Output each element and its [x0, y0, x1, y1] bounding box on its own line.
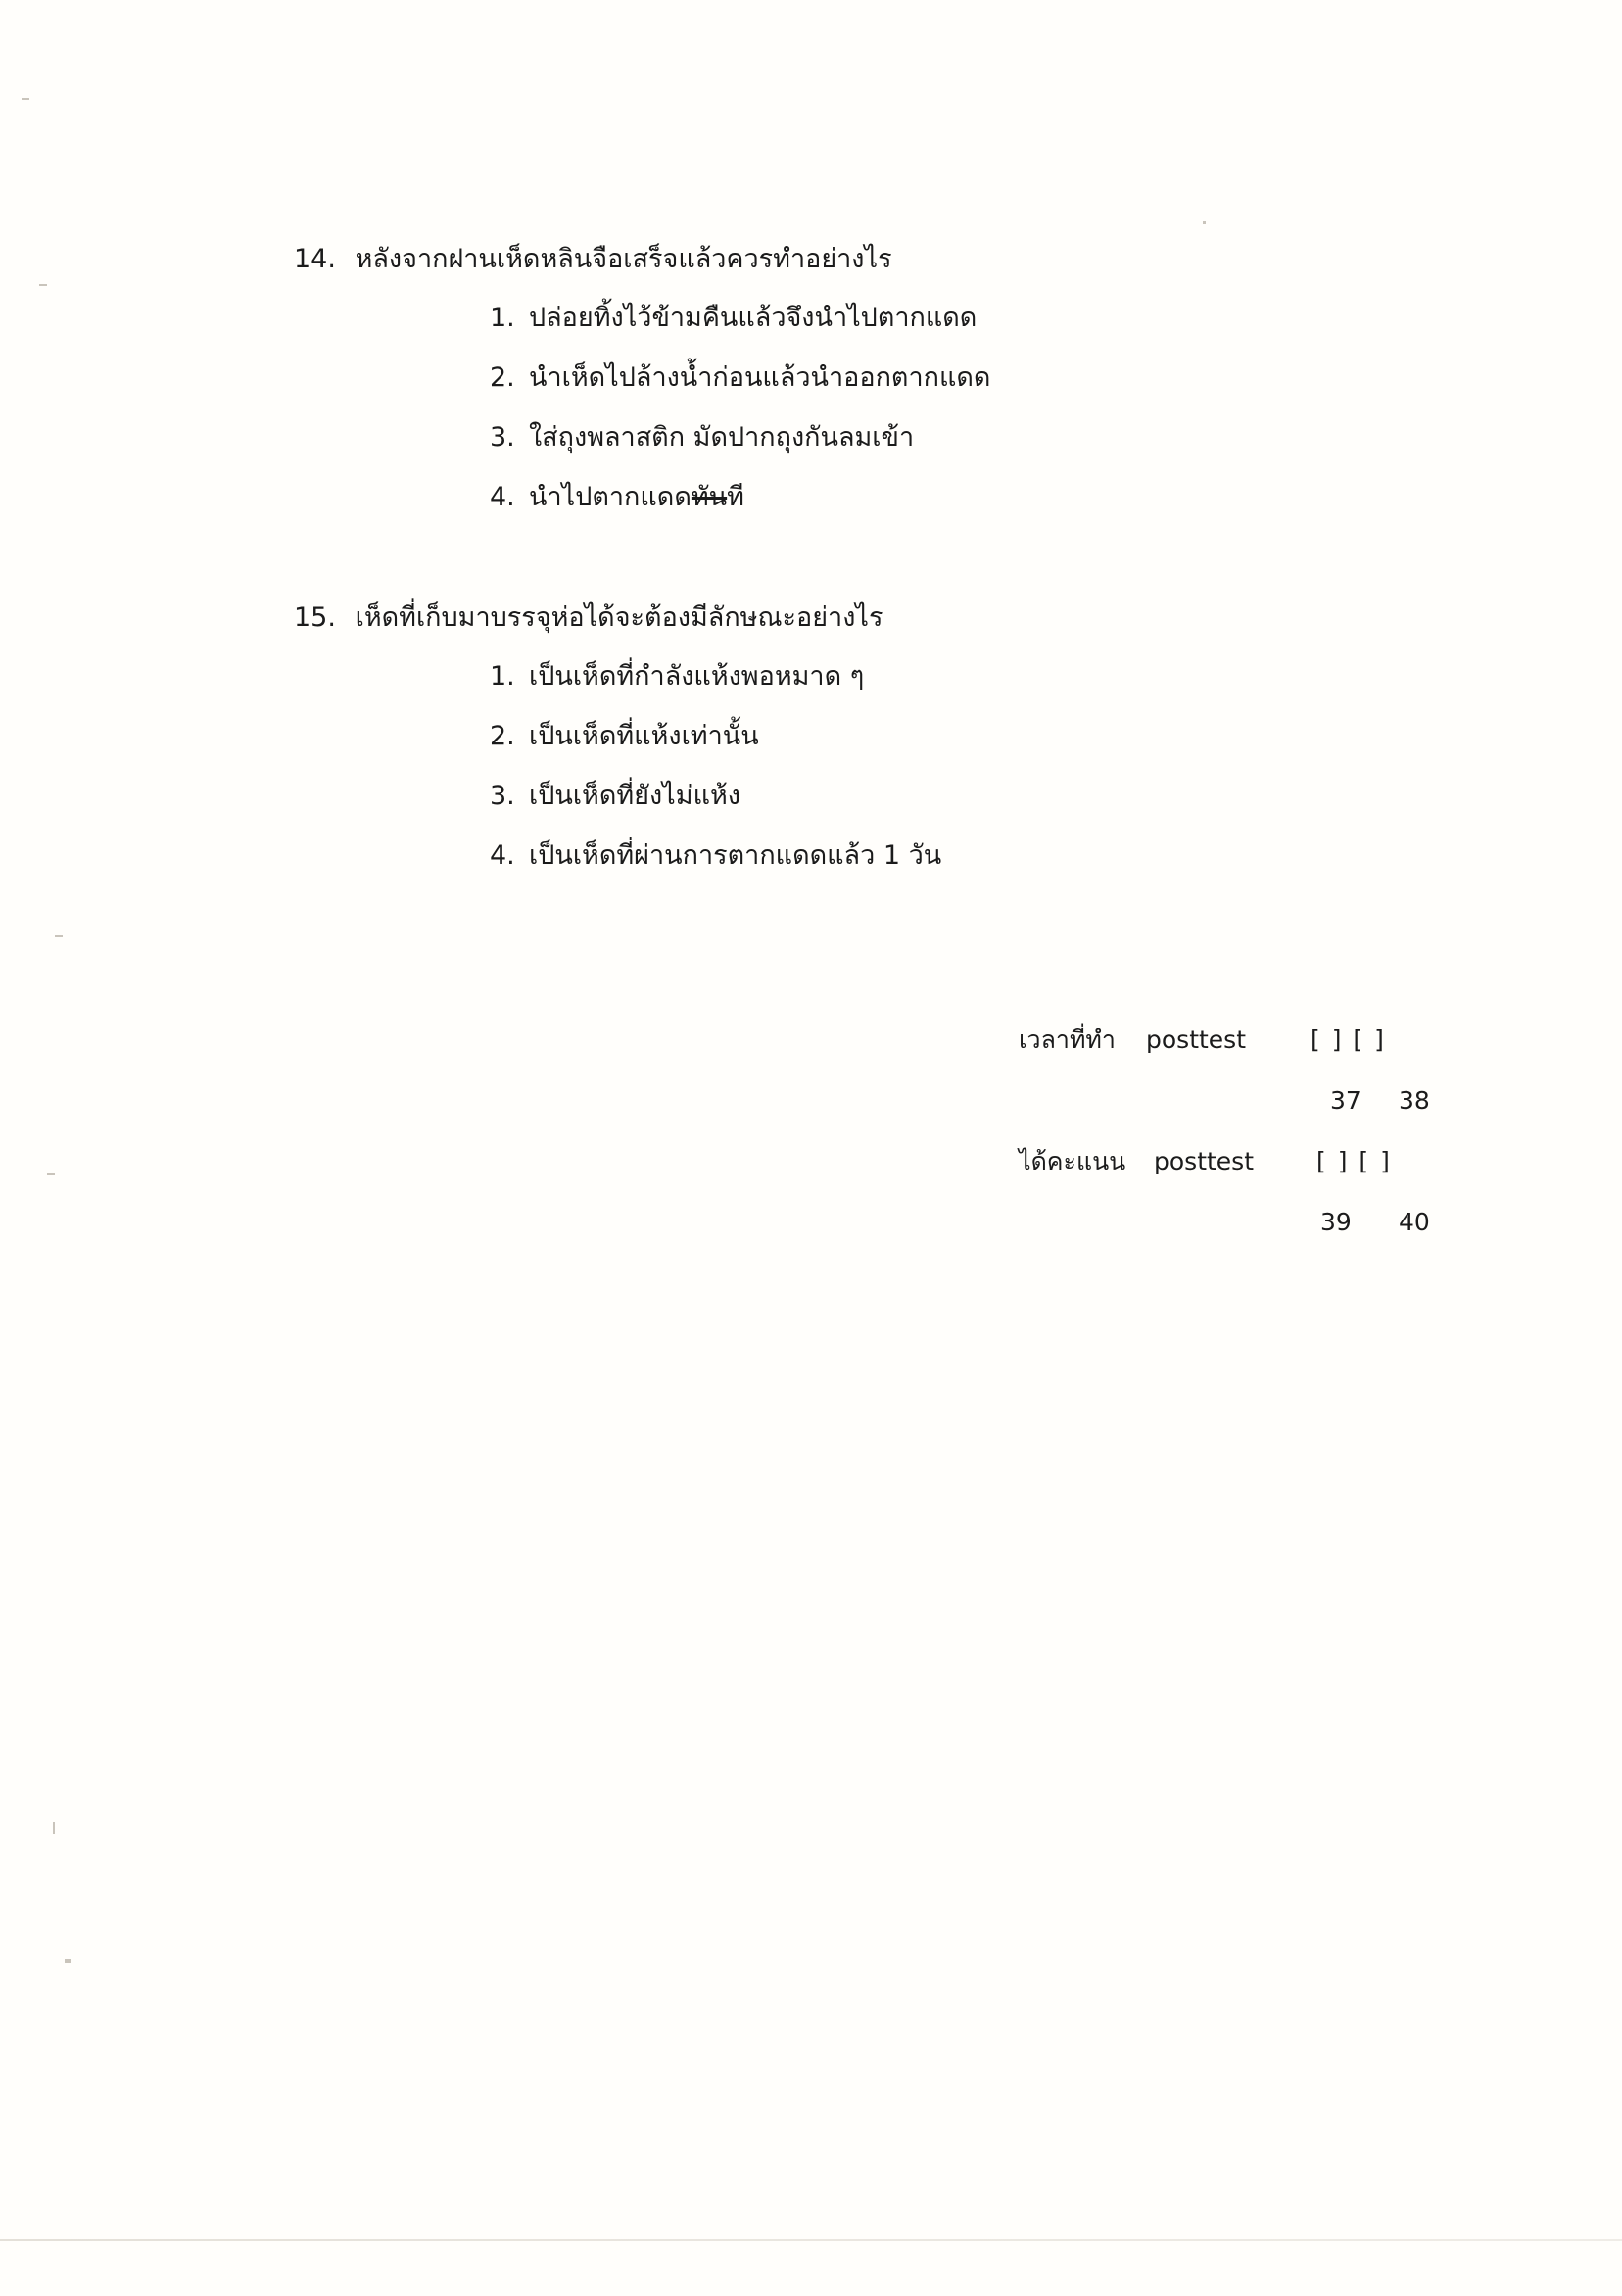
record-brackets: [ ] [ ] — [1311, 1026, 1386, 1054]
scan-mark — [1203, 221, 1206, 224]
option-number: 2. — [490, 721, 515, 751]
record-score — [0, 1144, 1622, 1179]
option-text: นำไปตากแดด — [529, 482, 692, 512]
option-text: นำเห็ดไปล้างน้ำก่อนแล้วนำออกตากแดด — [529, 362, 991, 393]
option-number: 2. — [490, 362, 515, 393]
option-15-2 — [490, 717, 759, 756]
scan-mark — [55, 935, 63, 937]
option-number: 1. — [490, 303, 515, 333]
column-number: 39 — [1320, 1208, 1352, 1236]
option-text: ปล่อยทิ้งไว้ข้ามคืนแล้วจึงนำไปตากแดด — [529, 303, 978, 333]
question-number: 15. — [294, 602, 336, 633]
record-score-columns — [0, 1205, 1622, 1240]
option-text-after: ที — [727, 482, 744, 512]
struck-text: ทัน — [691, 482, 728, 512]
record-time-columns — [0, 1083, 1622, 1119]
scan-mark — [22, 98, 29, 100]
record-time — [0, 1023, 1622, 1058]
option-number: 4. — [490, 482, 515, 512]
option-14-1 — [490, 299, 977, 338]
scan-mark — [65, 1959, 71, 1963]
option-15-1 — [490, 657, 864, 696]
option-number: 1. — [490, 661, 515, 692]
option-text: เป็นเห็ดที่ผ่านการตากแดดแล้ว 1 วัน — [529, 840, 942, 871]
question-text: เห็ดที่เก็บมาบรรจุห่อได้จะต้องมีลักษณะอย่างไร — [355, 602, 883, 633]
scan-mark — [47, 1173, 55, 1175]
question-15 — [294, 598, 883, 638]
column-number: 37 — [1330, 1086, 1361, 1115]
record-label: ได้คะแนน — [1019, 1147, 1126, 1175]
option-14-2 — [490, 359, 990, 398]
question-14 — [294, 240, 892, 279]
column-number: 38 — [1399, 1086, 1430, 1115]
option-text: เป็นเห็ดที่ยังไม่แห้ง — [529, 781, 740, 811]
column-number: 40 — [1399, 1208, 1430, 1236]
scan-mark — [39, 284, 47, 286]
scan-mark — [53, 1822, 55, 1834]
option-text: เป็นเห็ดที่กำลังแห้งพอหมาด ๆ — [529, 661, 865, 692]
question-text: หลังจากฝานเห็ดหลินจือเสร็จแล้วควรทำอย่างไร — [355, 244, 892, 274]
option-number: 3. — [490, 422, 515, 453]
page-bottom-edge — [0, 2239, 1622, 2241]
option-15-3 — [490, 777, 740, 816]
record-code: posttest — [1146, 1026, 1247, 1054]
record-label: เวลาที่ทำ — [1019, 1026, 1116, 1054]
record-brackets: [ ] [ ] — [1316, 1147, 1392, 1175]
option-14-4 — [490, 478, 744, 517]
question-number: 14. — [294, 244, 336, 274]
option-14-3 — [490, 418, 914, 457]
record-code: posttest — [1154, 1147, 1255, 1175]
option-number: 4. — [490, 840, 515, 871]
option-number: 3. — [490, 781, 515, 811]
option-text: ใส่ถุงพลาสติก มัดปากถุงกันลมเข้า — [529, 422, 915, 453]
option-15-4 — [490, 837, 941, 876]
option-text: เป็นเห็ดที่แห้งเท่านั้น — [529, 721, 759, 751]
